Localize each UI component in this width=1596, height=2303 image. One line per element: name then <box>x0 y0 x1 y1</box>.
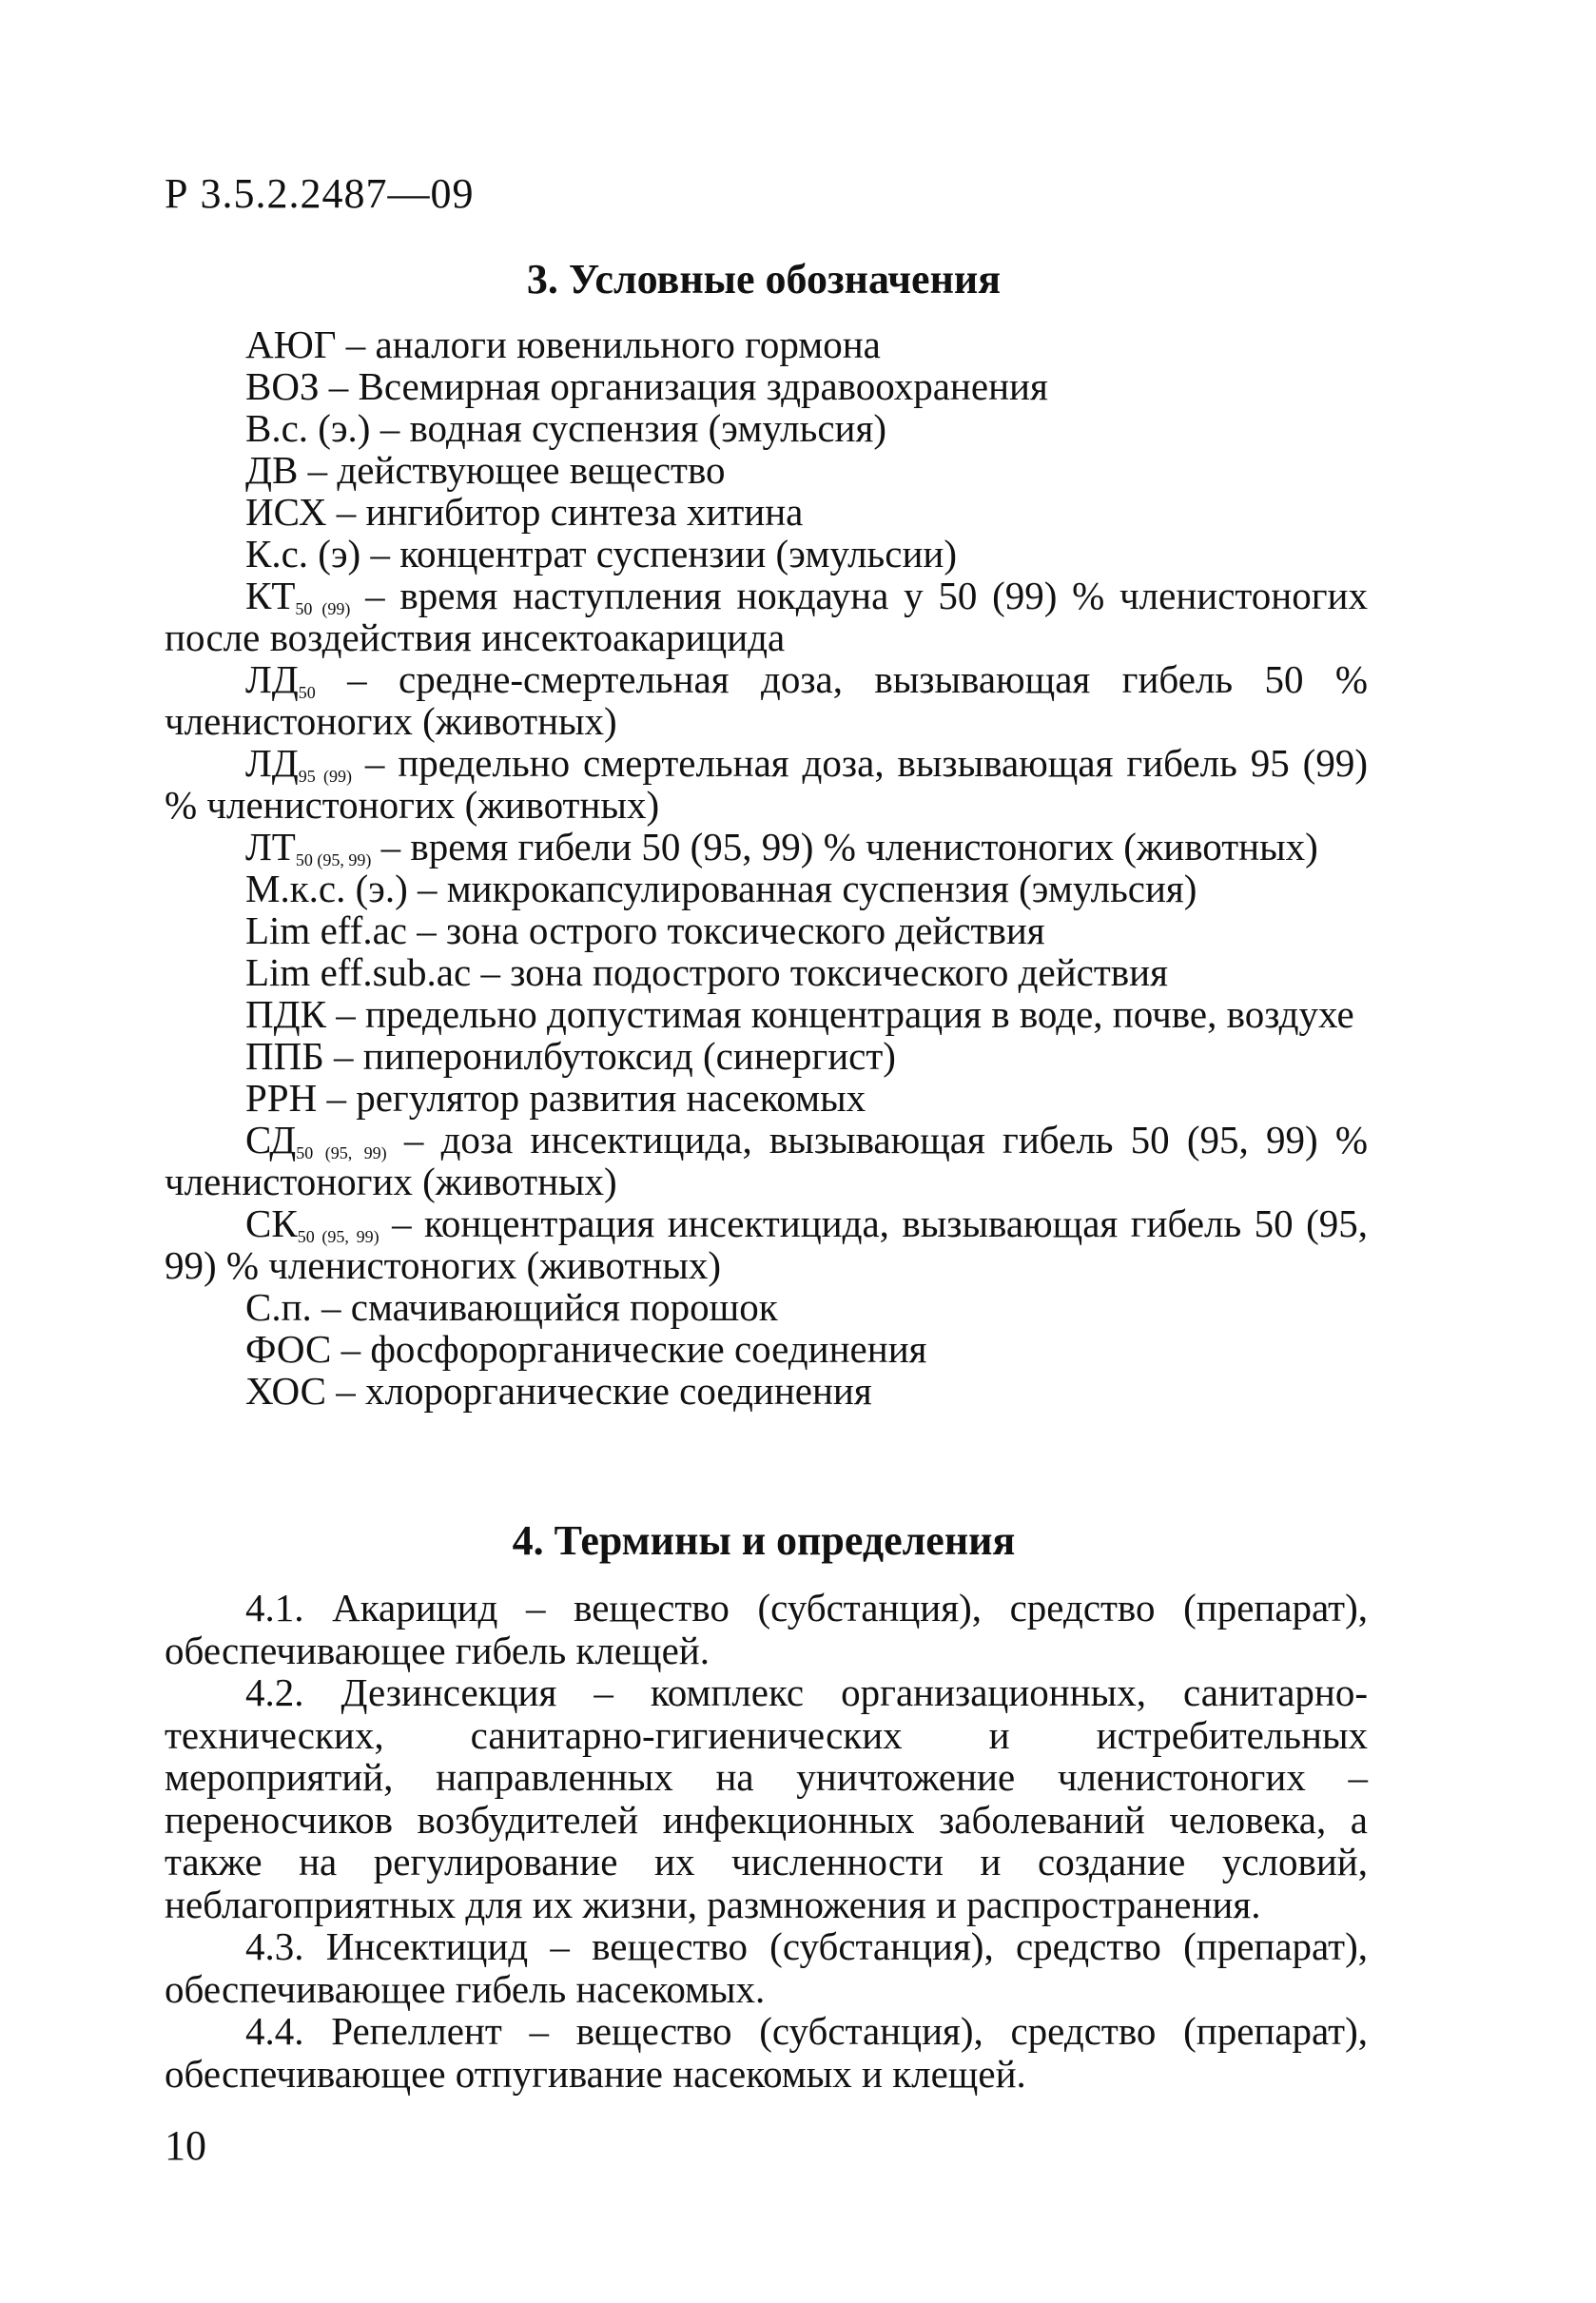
abbreviation-definition: – концентрат суспензии (эмульсии) <box>360 532 957 576</box>
abbreviation-item <box>165 407 1368 449</box>
abbreviation-definition: – регулятор развития насекомых <box>317 1076 866 1120</box>
abbreviation-subscript: 95 (99) <box>298 767 352 786</box>
abbreviation-item <box>165 1077 1368 1119</box>
section-title-terms: 4. Термины и определения <box>512 1517 1016 1564</box>
abbreviations-list <box>165 323 1368 1412</box>
abbreviation-definition: – микрокапсулированная суспензия (эмульсия) <box>407 867 1197 910</box>
abbreviation-definition: – Всемирная организация здравоохранения <box>319 364 1048 408</box>
abbreviation-term: М.к.с. (э.) <box>245 867 408 910</box>
abbreviation-term: ФОС <box>245 1327 332 1371</box>
abbreviation-item <box>165 365 1368 407</box>
abbreviation-subscript: 50 <box>298 683 316 702</box>
abbreviation-subscript: 50 (95, 99) <box>295 850 372 869</box>
document-code: Р 3.5.2.2487—09 <box>165 170 475 217</box>
abbreviation-definition: – хлорорганические соединения <box>325 1369 872 1413</box>
abbreviation-definition: – средне-смертельная доза, вызывающая гибель 50 % членистоногих (животных) <box>165 657 1368 743</box>
abbreviation-term: АЮГ <box>245 322 337 366</box>
abbreviation-item <box>165 575 1368 658</box>
abbreviation-item <box>165 868 1368 909</box>
abbreviation-definition: – смачивающийся порошок <box>311 1285 778 1329</box>
abbreviation-definition: – зона подострого токсического действия <box>471 950 1168 994</box>
abbreviation-item <box>165 323 1368 365</box>
abbreviation-item <box>165 449 1368 491</box>
abbreviation-item <box>165 993 1368 1035</box>
abbreviation-term: С.п. <box>245 1285 312 1329</box>
term-definition-paragraph: 4.4. Репеллент – вещество (субстанция), средство (препарат), обеспечивающее отпугивание насекомых и клещей. <box>165 2009 1368 2096</box>
abbreviation-item <box>165 533 1368 575</box>
abbreviation-term: ЛД <box>245 741 299 785</box>
section-title-abbreviations: 3. Условные обозначения <box>526 256 1002 303</box>
abbreviation-definition: – действующее вещество <box>298 448 726 492</box>
abbreviation-term: ИСХ <box>245 490 327 534</box>
abbreviation-term: Lim eff.ac <box>245 908 407 952</box>
abbreviation-term: ХОС <box>245 1369 326 1413</box>
abbreviation-definition: – доза инсектицида, вызывающая гибель 50 (95, 99) % членистоногих (животных) <box>165 1118 1368 1203</box>
abbreviation-definition: – время наступления нокдауна у 50 (99) % членистоногих после воздействия инсектоакарицида <box>165 574 1368 659</box>
abbreviation-definition: – фосфорорганические соединения <box>331 1327 927 1371</box>
abbreviation-term: В.с. (э.) <box>245 406 371 450</box>
abbreviation-item <box>165 951 1368 993</box>
abbreviation-definition: – ингибитор синтеза хитина <box>326 490 804 534</box>
abbreviation-item <box>165 742 1368 826</box>
term-definition-paragraph: 4.2. Дезинсекция – комплекс организационных, санитарно-технических, санитарно-гигиенических и истребительных мероприятий, направленных на уничтожение членистоногих – переносчиков возбудителей инфекционных заболеваний человека, а также на регулирование их численности и создание условий, неблагоприятных для их жизни, размножения и распространения. <box>165 1670 1368 1926</box>
abbreviation-definition: – время гибели 50 (95, 99) % членистоногих (животных) <box>371 825 1318 869</box>
abbreviation-definition: – аналоги ювенильного гормона <box>336 322 881 366</box>
abbreviation-term: ПДК <box>245 992 326 1036</box>
abbreviation-term: Lim eff.sub.ac <box>245 950 472 994</box>
abbreviation-term: КТ <box>245 574 296 617</box>
abbreviation-term: ЛТ <box>245 825 296 869</box>
abbreviation-subscript: 50 (95, 99) <box>297 1227 380 1246</box>
abbreviation-subscript: 50 (95, 99) <box>296 1143 387 1162</box>
abbreviation-item <box>165 1286 1368 1328</box>
terms-list <box>165 1587 1368 2095</box>
abbreviation-definition: – концентрация инсектицида, вызывающая гибель 50 (95, 99) % членистоногих (животных) <box>165 1201 1368 1287</box>
abbreviation-item <box>165 658 1368 742</box>
abbreviation-term: СК <box>245 1201 298 1245</box>
abbreviation-definition: – водная суспензия (эмульсия) <box>370 406 886 450</box>
abbreviation-term: ДВ <box>245 448 299 492</box>
abbreviation-subscript: 50 (99) <box>295 599 351 618</box>
abbreviation-definition: – предельно допустимая концентрация в воде, почве, воздухе <box>325 992 1354 1036</box>
abbreviation-item <box>165 909 1368 951</box>
term-definition-paragraph: 4.1. Акарицид – вещество (субстанция), средство (препарат), обеспечивающее гибель клещей. <box>165 1586 1368 1672</box>
abbreviation-item <box>165 1119 1368 1202</box>
abbreviation-item <box>165 1202 1368 1286</box>
abbreviation-term: ВОЗ <box>245 364 320 408</box>
abbreviation-definition: – предельно смертельная доза, вызывающая гибель 95 (99) % членистоногих (животных) <box>165 741 1368 827</box>
abbreviation-item <box>165 1328 1368 1370</box>
abbreviation-term: К.с. (э) <box>245 532 361 576</box>
abbreviation-definition: – зона острого токсического действия <box>407 908 1045 952</box>
abbreviation-item <box>165 1035 1368 1077</box>
abbreviation-term: СД <box>245 1118 297 1161</box>
abbreviation-item <box>165 826 1368 868</box>
abbreviation-term: РРН <box>245 1076 318 1120</box>
abbreviation-definition: – пиперонилбутоксид (синергист) <box>323 1034 896 1078</box>
abbreviation-term: ППБ <box>245 1034 324 1078</box>
abbreviation-item <box>165 491 1368 533</box>
abbreviation-item <box>165 1370 1368 1412</box>
page-number: 10 <box>165 2122 206 2169</box>
abbreviation-term: ЛД <box>245 657 299 701</box>
term-definition-paragraph: 4.3. Инсектицид – вещество (субстанция), средство (препарат), обеспечивающее гибель насекомых. <box>165 1924 1368 2011</box>
